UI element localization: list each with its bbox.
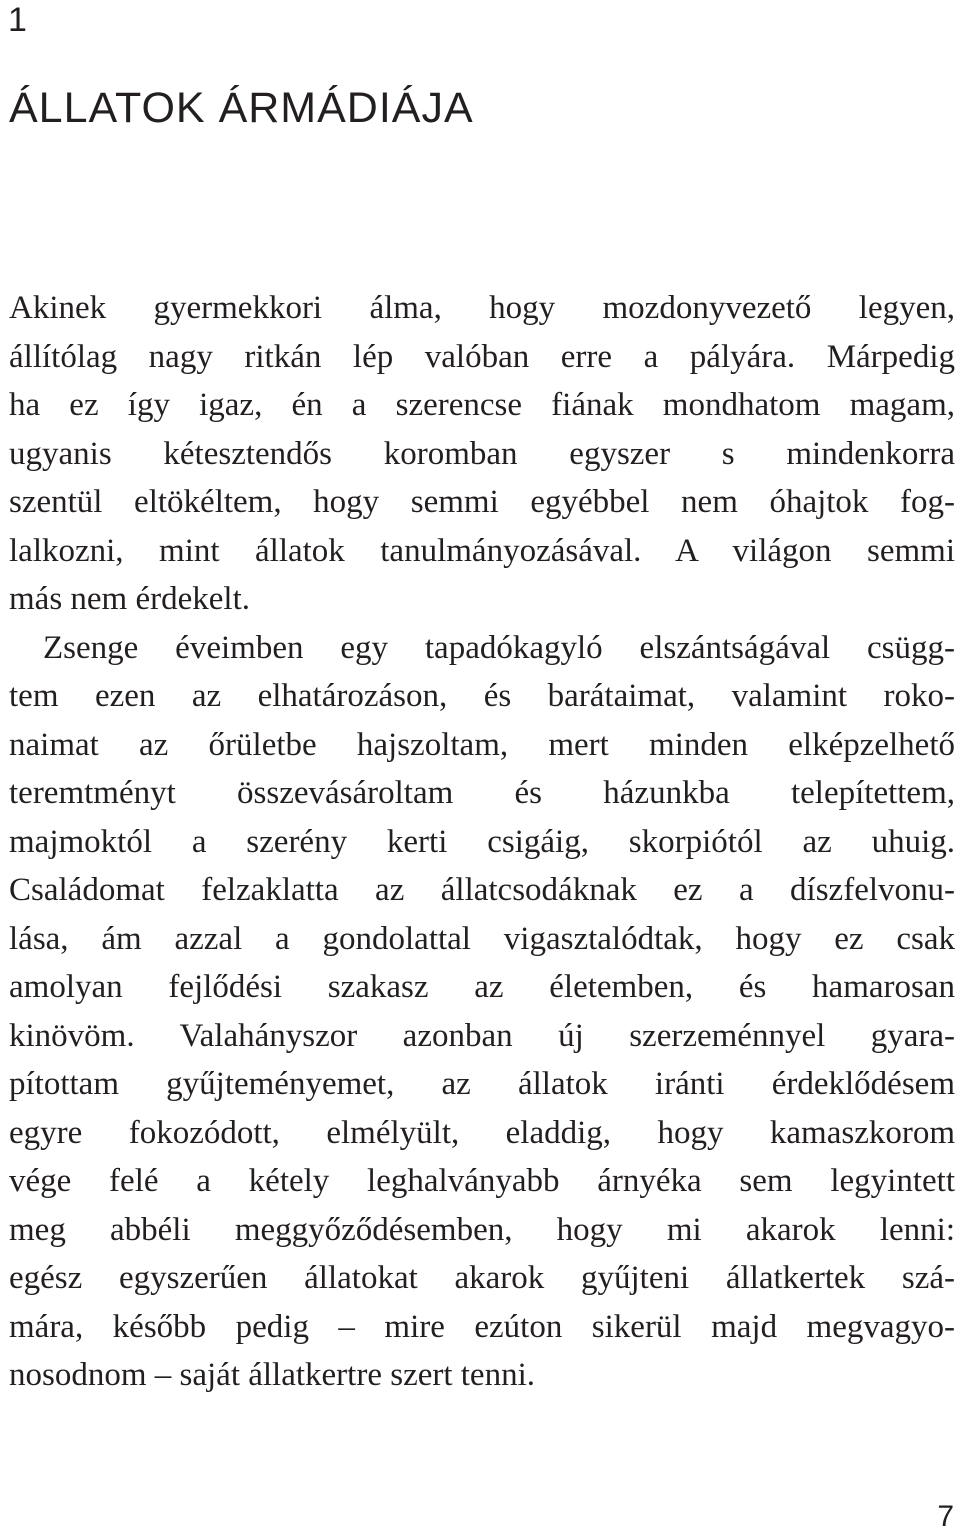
text-line: tem ezen az elhatározáson, és barátaimat, valamint roko-	[9, 678, 955, 714]
text-line: teremtményt összevásároltam és házunkba telepítettem,	[9, 775, 955, 811]
chapter-number: 1	[8, 1, 27, 39]
page-number: 7	[937, 1500, 954, 1533]
text-line: lása, ám azzal a gondolattal vigasztalódtak, hogy ez csak	[9, 920, 955, 957]
text-line: Családomat felzaklatta az állatcsodáknak ez a díszfelvonu-	[9, 872, 955, 908]
text-line: egyre fokozódott, elmélyült, eladdig, hogy kamaszkorom	[9, 1114, 955, 1151]
chapter-title: ÁLLATOK ÁRMÁDIÁJA	[9, 84, 474, 132]
text-line: nosodnom – saját állatkertre szert tenni.	[9, 1357, 536, 1393]
text-line: pítottam gyűjteményemet, az állatok iránti érdeklődésem	[9, 1066, 955, 1102]
text-line: kinövöm. Valahányszor azonban új szerzeménnyel gyara-	[9, 1017, 955, 1054]
paragraph-1	[9, 284, 955, 624]
paragraph-2	[9, 624, 955, 1400]
text-line: Akinek gyermekkori álma, hogy mozdonyvezető legyen,	[9, 290, 955, 326]
body-text	[9, 284, 955, 1400]
text-line: lalkozni, mint állatok tanulmányozásával. A világon semmi	[9, 532, 955, 569]
text-line: amolyan fejlődési szakasz az életemben, és hamarosan	[9, 969, 955, 1005]
text-line: állítólag nagy ritkán lép valóban erre a pályára. Márpedig	[9, 338, 955, 375]
text-line: szentül eltökéltem, hogy semmi egyébbel nem óhajtok fog-	[9, 484, 955, 520]
text-line: ugyanis kétesztendős koromban egyszer s mindenkorra	[9, 435, 955, 472]
text-line: Zsenge éveimben egy tapadókagyló elszántságával csügg-	[43, 629, 955, 666]
text-line: ha ez így igaz, én a szerencse fiának mondhatom magam,	[9, 387, 955, 423]
text-line: meg abbéli meggyőződésemben, hogy mi akarok lenni:	[9, 1211, 955, 1248]
text-line: egész egyszerűen állatokat akarok gyűjteni állatkertek szá-	[9, 1260, 955, 1296]
text-line: vége felé a kétely leghalványabb árnyéka sem legyintett	[9, 1163, 955, 1199]
text-line: mára, később pedig – mire ezúton sikerül majd megvagyo-	[9, 1308, 955, 1345]
text-line: naimat az őrületbe hajszoltam, mert minden elképzelhető	[9, 726, 955, 763]
text-line: más nem érdekelt.	[9, 581, 250, 617]
text-line: majmoktól a szerény kerti csigáig, skorpiótól az uhuig.	[9, 823, 955, 860]
